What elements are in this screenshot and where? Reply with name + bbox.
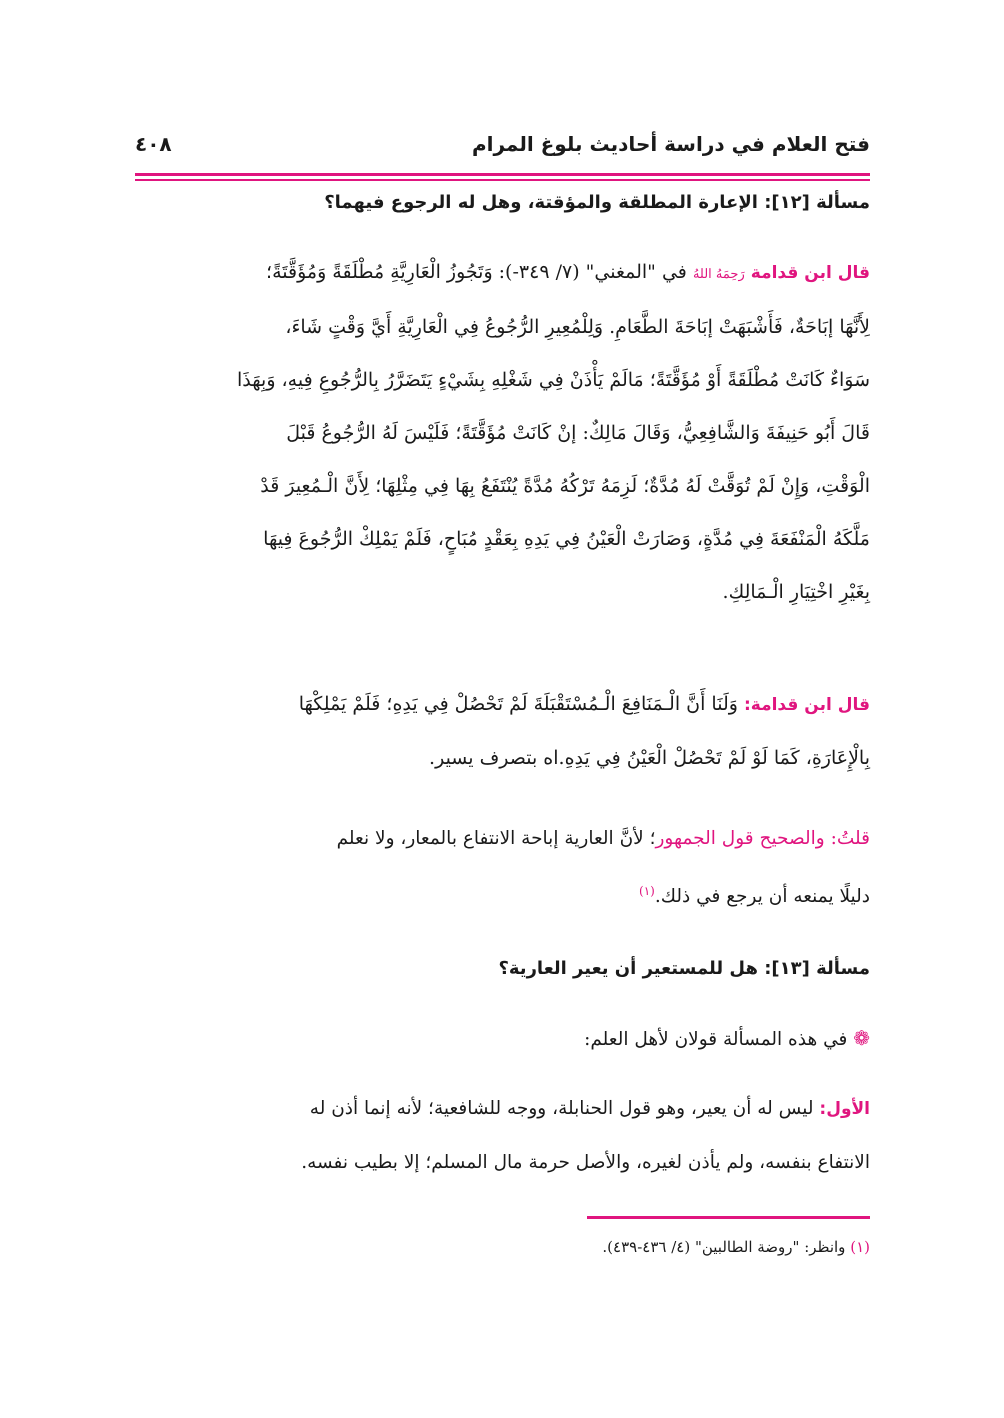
paragraph-first-view [134, 1082, 870, 1189]
footnote [602, 1238, 870, 1256]
para1-line-7: بِغَيْرِ اخْتِيَارِ الْـمَالِكِ. [722, 581, 870, 603]
preferred-opinion: والصحيح قول الجمهور [655, 828, 825, 849]
paragraph-author-opinion [134, 812, 870, 923]
header-rule-thin [135, 179, 870, 181]
paragraph-two-views [134, 1012, 870, 1066]
flower-ornament-icon: ❁ [853, 1026, 870, 1050]
para1-line-6: مَلَّكَهُ الْمَنْفَعَةَ فِي مُدَّةٍ، وَصَارَتْ الْعَيْنُ فِي يَدِهِ بِعَقْدٍ مُبَاحٍ، فَلَمْ يَمْلِكْ الرُّجُوعَ فِيهَا [263, 528, 870, 550]
para1-line-1 [134, 246, 870, 301]
para5-line-2: الانتفاع بنفسه، ولم يأذن لغيره، والأصل حرمة مال المسلم؛ إلا بطيب نفسه. [301, 1152, 870, 1173]
para5-line-1 [134, 1082, 870, 1136]
para3-rest: ؛ لأنَّ العارية إباحة الانتفاع بالمعار، ولا نعلم [336, 828, 656, 849]
issue-12-heading: مسألة [١٢]: الإعارة المطلقة والمؤقتة، وهل له الرجوع فيهما؟ [324, 192, 870, 213]
para1-line-4: قَالَ أَبُو حَنِيفَةَ وَالشَّافِعِيُّ، وَقَالَ مَالِكٌ: إنْ كَانَتْ مُؤَقَّتَةً؛ فَلَيْسَ لَهُ الرُّجُوعُ قَبْلَ [286, 422, 870, 444]
book-title: فتح العلام في دراسة أحاديث بلوغ المرام [471, 132, 870, 156]
para2-line-1 [134, 678, 870, 732]
speaker-label: قال ابن قدامة [750, 263, 870, 283]
paragraph-ibn-qudama-2 [134, 678, 870, 785]
para3-line-2-text: دليلًا يمنعه أن يرجع في ذلك. [654, 886, 870, 908]
para2-text-1: وَلَنَا أَنَّ الْـمَنَافِعَ الْـمُسْتَقْبَلَةَ لَمْ تَحْصُلْ فِي يَدِهِ؛ فَلَمْ يَمْلِكْهَا [298, 693, 738, 715]
footnote-ref: (١) [639, 884, 655, 898]
speaker-label-2: قال ابن قدامة: [743, 695, 870, 715]
para3-line-1 [134, 812, 870, 865]
paragraph-ibn-qudama-1 [134, 246, 870, 619]
two-views-text: في هذه المسألة قولان لأهل العلم: [584, 1029, 848, 1050]
para5-text-1: ليس له أن يعير، وهو قول الحنابلة، ووجه للشافعية؛ لأنه إنما أذن له [309, 1098, 814, 1119]
header-rule-thick [135, 173, 870, 176]
para1-line-3: سَوَاءٌ كَانَتْ مُطْلَقَةً أَوْ مُؤَقَّتَةً؛ مَالَمْ يَأْذَنْ فِي شَغْلِهِ بِشَيْءٍ يَتَضَرَّرُ بِالرُّجُوعِ فِيهِ، وَبِهَذَا [237, 369, 870, 391]
issue-13-heading: مسألة [١٣]: هل للمستعير أن يعير العارية؟ [498, 958, 870, 979]
para1-line-5: الْوَقْتِ، وَإِنْ لَمْ تُوَقَّتْ لَهُ مُدَّةٌ؛ لَزِمَهُ تَرْكُهُ مُدَّةً يُنْتَفَعُ بِهَا فِي مِثْلِهَا؛ لِأَنَّ الْـمُعِيرَ قَدْ [260, 475, 870, 497]
honorific: رَحِمَهُ اللهُ [692, 267, 745, 282]
para1-text-1: في "المغني" (٧/ ٣٤٩-): وَتَجُوزُ الْعَارِيَّةِ مُطْلَقَةً وَمُؤَقَّتَةً؛ [266, 261, 687, 283]
footnote-number: (١) [850, 1238, 870, 1256]
footnote-separator [587, 1216, 870, 1219]
para3-line-2 [134, 865, 870, 923]
footnote-text: وانظر: "روضة الطالبين" (٤/ ٤٣٦-٤٣٩). [602, 1238, 846, 1256]
para2-line-2: بِالْإِعَارَةِ، كَمَا لَوْ لَمْ تَحْصُلْ الْعَيْنُ فِي يَدِهِ.اه بتصرف يسير. [429, 747, 870, 769]
page-number: ٤٠٨ [135, 132, 172, 156]
first-view-label: الأول: [819, 1099, 870, 1119]
running-header [135, 128, 870, 168]
para1-line-2: لِأَنَّهَا إبَاحَةٌ، فَأَشْبَهَتْ إبَاحَةَ الطَّعَامِ. وَلِلْمُعِيرِ الرُّجُوعُ فِي الْعَارِيَّةِ أَيَّ وَقْتٍ شَاءَ، [285, 316, 870, 338]
qultu-label: قلتُ: [830, 828, 870, 849]
